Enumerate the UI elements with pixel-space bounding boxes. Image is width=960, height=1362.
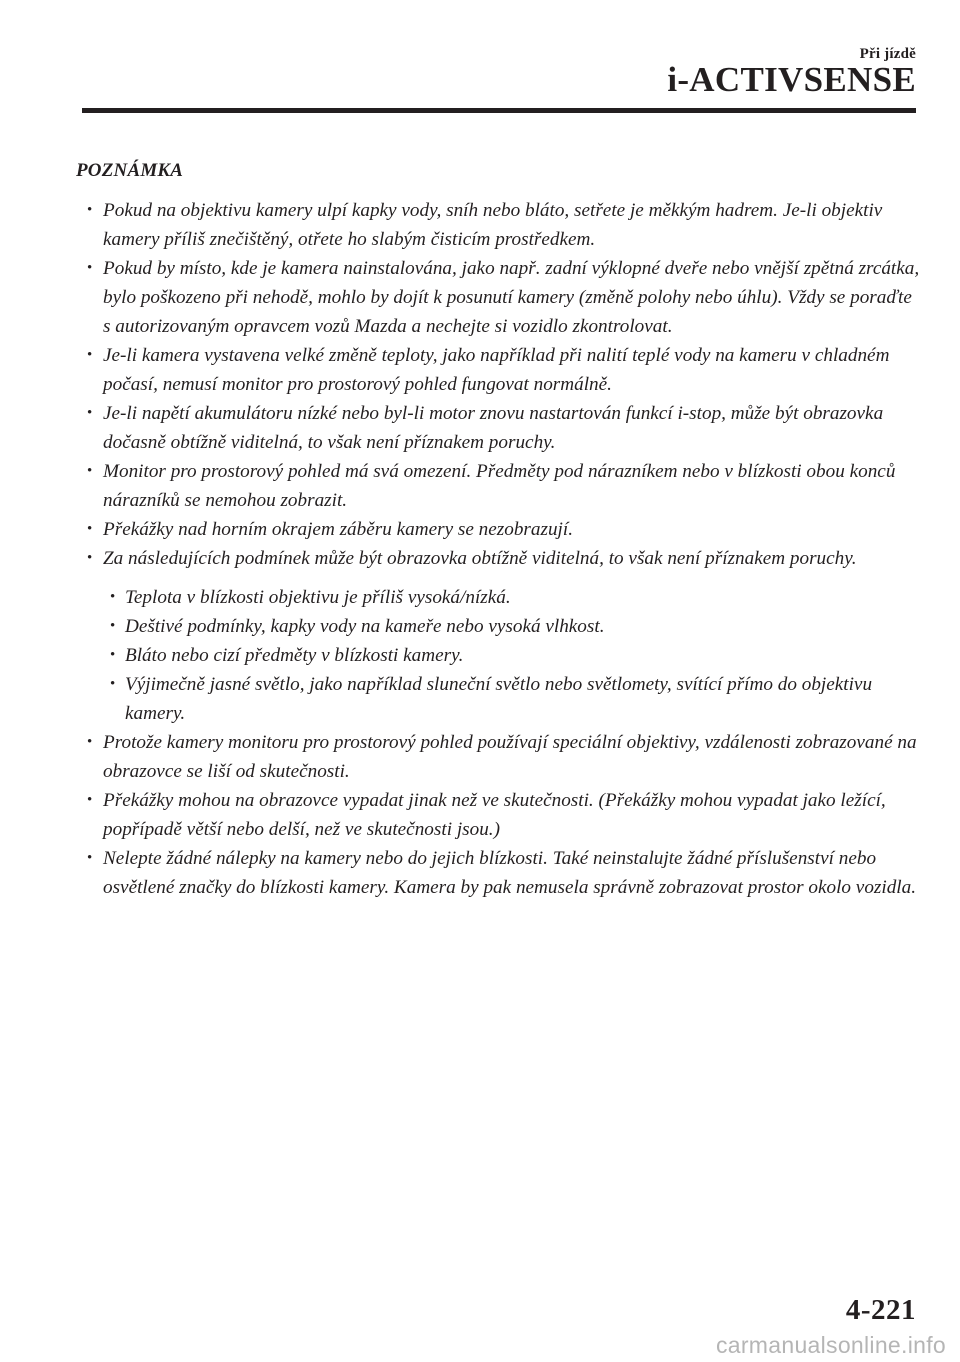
condition-item [103,612,920,641]
note-item-text: Je-li napětí akumulátoru nízké nebo byl-li motor znovu nastartován funkcí i-stop, může být obrazovka dočasně obtížně viditelná, to však není příznakem poruchy. [103,403,884,453]
note-item [80,515,920,544]
note-item [80,399,920,457]
condition-sublist [103,583,920,728]
note-item-text: Protože kamery monitoru pro prostorový pohled používají speciální objektivy, vzdálenosti zobrazované na obrazovce se liší od skutečnosti. [103,732,917,782]
chapter-title: i-ACTIVSENSE [667,60,916,99]
bullet-icon: • [110,676,116,692]
bullet-icon: • [87,850,93,866]
bullet-icon: • [87,792,93,808]
note-item [80,341,920,399]
note-item-text: Je-li kamera vystavena velké změně teploty, jako například při nalití teplé vody na kameru v chladném počasí, nemusí monitor pro prostorový pohled fungovat normálně. [103,345,890,395]
section-label: Při jízdě [859,46,916,62]
condition-item [103,583,920,612]
bullet-icon: • [87,260,93,276]
bullet-icon: • [87,202,93,218]
note-item-text: Nelepte žádné nálepky na kamery nebo do jejich blízkosti. Také neinstalujte žádné příslušenství nebo osvětlené značky do blízkosti kamery. Kamera by pak nemusela správně zobrazovat prostor okolo vozidla. [103,848,917,898]
note-item-text: Překážky mohou na obrazovce vypadat jinak než ve skutečnosti. (Překážky mohou vypadat jako ležící, popřípadě větší nebo delší, než ve skutečnosti jsou.) [103,790,886,840]
bullet-icon: • [87,521,93,537]
note-list [80,196,920,902]
condition-item-text: Deštivé podmínky, kapky vody na kameře nebo vysoká vlhkost. [125,616,605,637]
page-number: 4-221 [845,1294,916,1326]
bullet-icon: • [110,589,116,605]
condition-item-text: Bláto nebo cizí předměty v blízkosti kamery. [125,645,464,666]
bullet-icon: • [87,463,93,479]
watermark: carmanualsonline.info [715,1332,946,1358]
condition-item-text: Výjimečně jasné světlo, jako například sluneční světlo nebo světlomety, svítící přímo do objektivu kamery. [125,674,873,724]
header-divider [82,108,916,113]
note-item [80,457,920,515]
bullet-icon: • [87,347,93,363]
bullet-icon: • [87,405,93,421]
note-item-text: Monitor pro prostorový pohled má svá omezení. Předměty pod nárazníkem nebo v blízkosti obou konců nárazníků se nemohou zobrazit. [103,461,896,511]
note-item [80,844,920,902]
bullet-icon: • [87,550,93,566]
bullet-icon: • [110,618,116,634]
note-heading: POZNÁMKA [76,160,184,181]
condition-item [103,670,920,728]
condition-item-text: Teplota v blízkosti objektivu je příliš vysoká/nízká. [125,587,511,608]
note-item [80,728,920,786]
note-item [80,254,920,341]
note-item-text: Pokud by místo, kde je kamera nainstalována, jako např. zadní výklopné dveře nebo vnější zpětná zrcátka, bylo poškozeno při nehodě, mohlo by dojít k posunutí kamery (změně polohy nebo úhlu). Vždy se poraďte s autorizovaným opravcem vozů Mazda a nechejte si vozidlo zkontrolovat. [103,258,920,337]
bullet-icon: • [87,734,93,750]
bullet-icon: • [110,647,116,663]
note-item [80,544,920,728]
note-item-text: Za následujících podmínek může být obrazovka obtížně viditelná, to však není příznakem poruchy. [103,548,857,569]
note-item [80,196,920,254]
note-item-text: Pokud na objektivu kamery ulpí kapky vody, sníh nebo bláto, setřete je měkkým hadrem. Je-li objektiv kamery příliš znečištěný, otřete ho slabým čisticím prostředkem. [103,200,883,250]
note-item [80,786,920,844]
note-item-text: Překážky nad horním okrajem záběru kamery se nezobrazují. [103,519,574,540]
condition-item [103,641,920,670]
